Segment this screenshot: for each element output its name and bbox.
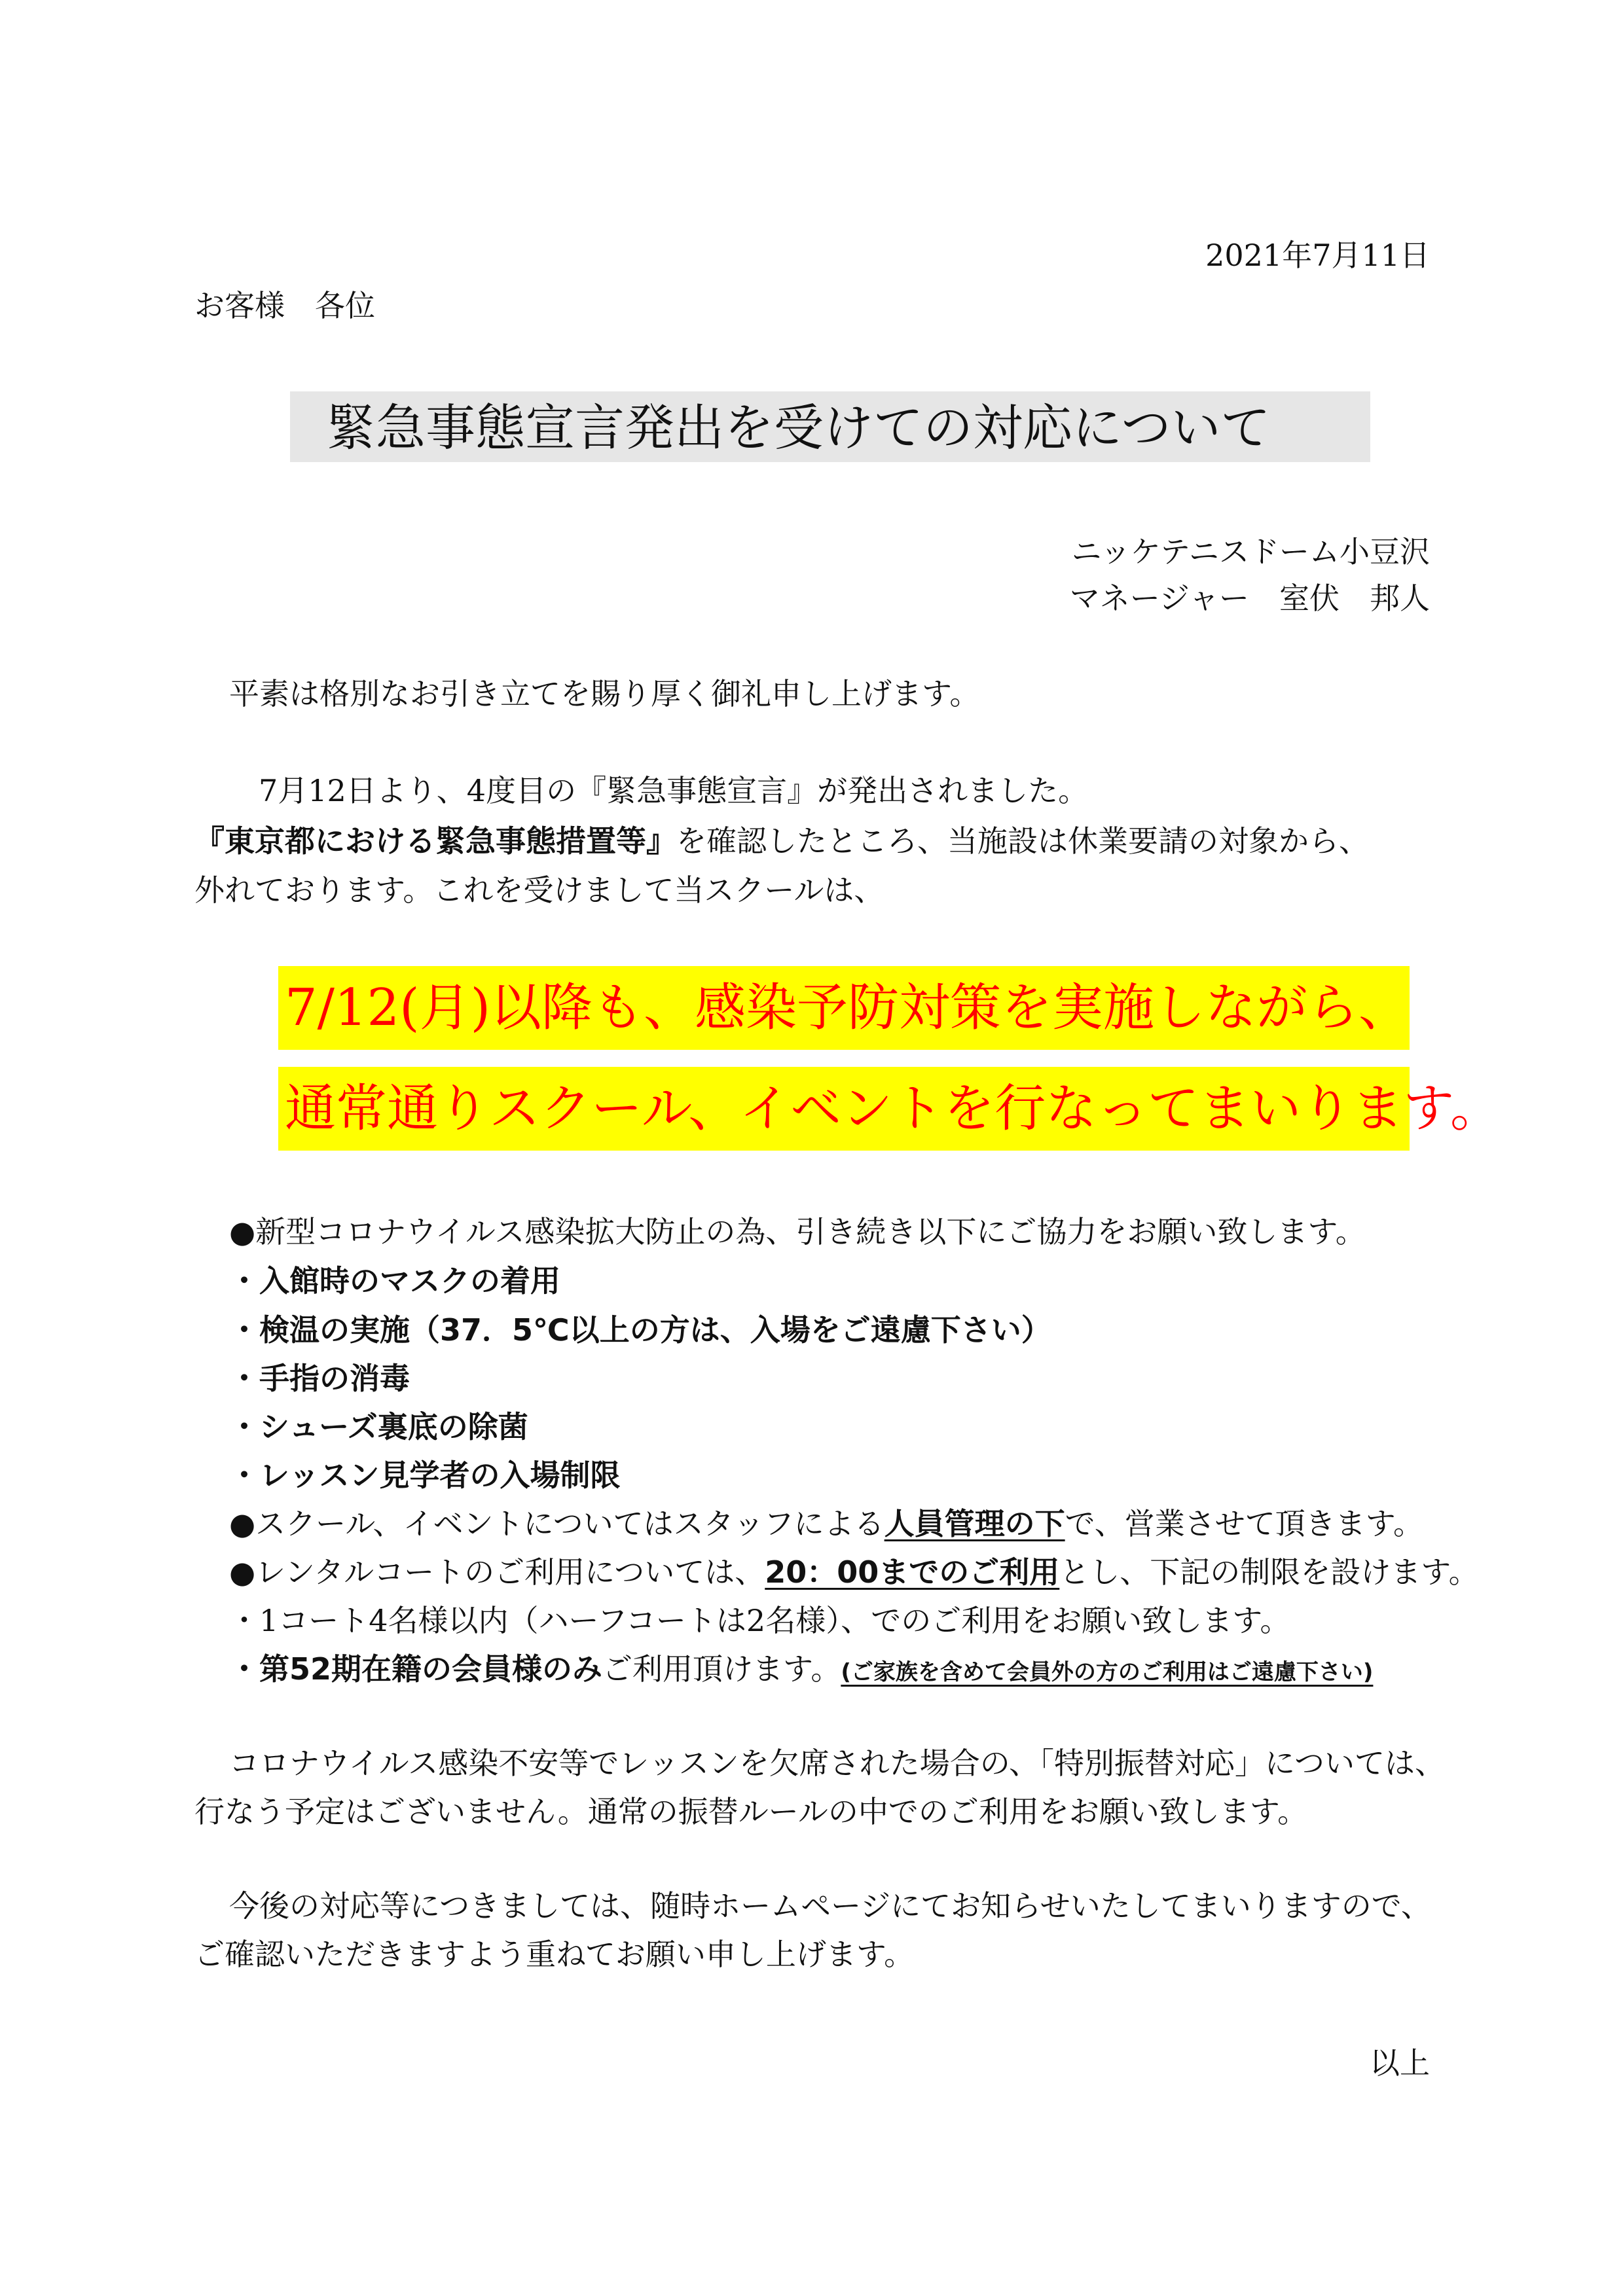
staff-management-emphasis: 人員管理の下 <box>884 1506 1065 1541</box>
school-event-notice <box>229 1504 1423 1543</box>
makeup-policy-line-1: コロナウイルス感染不安等でレッスンを欠席された場合の、「特別振替対応」については、 <box>229 1746 1446 1781</box>
title-banner <box>290 391 1370 462</box>
measure-item: ・検温の実施（37．5℃以上の方は、入場をご遠慮下さい） <box>229 1312 1051 1348</box>
announcement-line-2 <box>194 821 1369 861</box>
rental-rule-1: ・1コート4名様以内（ハーフコートは2名様）、でのご利用をお願い致します。 <box>229 1603 1290 1638</box>
document-date: 2021年7月11日 <box>1205 238 1430 273</box>
announcement-line-1: 7月12日より、4度目の『緊急事態宣言』が発出されました。 <box>259 773 1089 808</box>
future-notice-line-1: 今後の対応等につきましては、随時ホームページにてお知らせいたしてまいりますので、 <box>229 1888 1431 1924</box>
sender-organization: ニッケテニスドーム小豆沢 <box>1071 534 1430 569</box>
future-notice-line-2: ご確認いただきますよう重ねてお願い申し上げます。 <box>194 1937 915 1972</box>
sender-manager: マネージャー 室伏 邦人 <box>1069 581 1430 616</box>
closing-word: 以上 <box>1370 2045 1430 2081</box>
measure-item: ・レッスン見学者の入場制限 <box>229 1458 621 1493</box>
school-notice-post: で、営業させて頂きます。 <box>1065 1506 1424 1541</box>
measures-intro: ●新型コロナウイルス感染拡大防止の為、引き続き以下にご協力をお願い致します。 <box>229 1214 1366 1249</box>
measure-item: ・入館時のマスクの着用 <box>229 1263 560 1299</box>
rental-time-limit: 20：00までのご利用 <box>765 1554 1060 1590</box>
greeting-paragraph: 平素は格別なお引き立てを賜り厚く御礼申し上げます。 <box>229 676 980 711</box>
highlight-box-1 <box>278 966 1410 1050</box>
document-title: 緊急事態宣言発出を受けての対応について <box>326 399 1271 457</box>
highlight-box-2 <box>278 1067 1501 1151</box>
announcement-line-2-rest: を確認したところ、当施設は休業要請の対象から、 <box>676 823 1369 859</box>
school-notice-pre: ●スクール、イベントについてはスタッフによる <box>229 1506 884 1541</box>
rental-rule-2 <box>229 1649 1373 1692</box>
member-only-emphasis: ・第52期在籍の会員様のみ <box>229 1651 603 1687</box>
rental-rule-2-note: (ご家族を含めて会員外の方のご利用はご遠慮下さい) <box>841 1659 1374 1685</box>
rental-notice-pre: ●レンタルコートのご利用については、 <box>229 1554 765 1590</box>
rental-rule-2-rest: ご利用頂けます。 <box>602 1651 841 1687</box>
rental-court-notice <box>229 1552 1479 1592</box>
highlight-text-2: 通常通りスクール、イベントを行なってまいります。 <box>285 1079 1501 1138</box>
rental-notice-post: とし、下記の制限を設けます。 <box>1059 1554 1479 1590</box>
highlight-text-1: 7/12(月)以降も、感染予防対策を実施しながら、 <box>285 978 1410 1037</box>
recipient-line: お客様 各位 <box>194 288 375 323</box>
announcement-line-3: 外れております。これを受けまして当スクールは、 <box>194 872 884 908</box>
makeup-policy-line-2: 行なう予定はございません。通常の振替ルールの中でのご利用をお願い致します。 <box>194 1794 1308 1829</box>
measure-item: ・シューズ裏底の除菌 <box>229 1409 528 1444</box>
measure-item: ・手指の消毒 <box>229 1361 410 1396</box>
tokyo-measures-reference: 『東京都における緊急事態措置等』 <box>194 823 676 859</box>
